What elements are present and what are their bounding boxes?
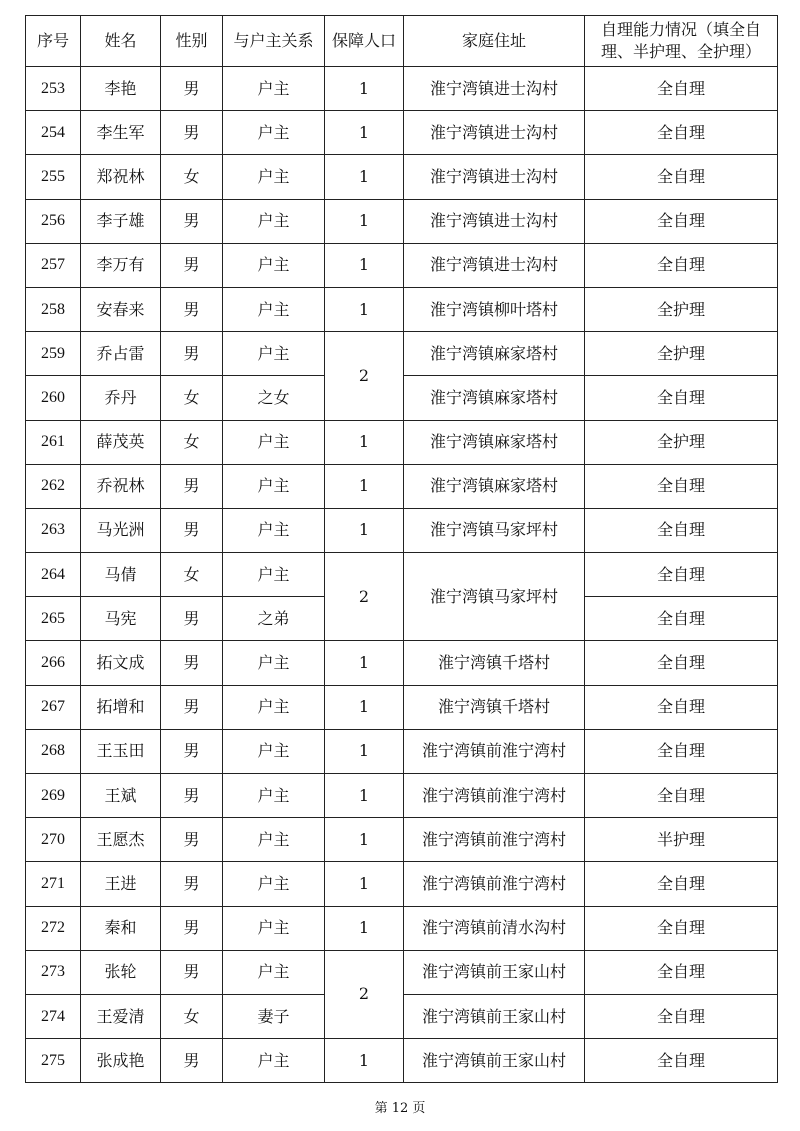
cell-gender: 男 — [161, 199, 223, 243]
cell-ability: 全护理 — [585, 420, 778, 464]
cell-population: 1 — [325, 906, 404, 950]
cell-relation: 户主 — [223, 332, 325, 376]
cell-ability: 全护理 — [585, 287, 778, 331]
cell-no: 255 — [26, 155, 81, 199]
header-ability: 自理能力情况（填全自理、半护理、全护理） — [585, 16, 778, 67]
cell-relation: 户主 — [223, 243, 325, 287]
cell-gender: 男 — [161, 332, 223, 376]
cell-population: 1 — [325, 464, 404, 508]
cell-address: 淮宁湾镇千塔村 — [404, 685, 585, 729]
cell-name: 拓文成 — [81, 641, 161, 685]
cell-name: 秦和 — [81, 906, 161, 950]
cell-no: 268 — [26, 729, 81, 773]
cell-population: 1 — [325, 729, 404, 773]
cell-address: 淮宁湾镇前淮宁湾村 — [404, 774, 585, 818]
cell-no: 259 — [26, 332, 81, 376]
table-row — [26, 155, 778, 199]
table-row — [26, 685, 778, 729]
cell-name: 郑祝林 — [81, 155, 161, 199]
cell-name: 薛茂英 — [81, 420, 161, 464]
cell-name: 王玉田 — [81, 729, 161, 773]
cell-address: 淮宁湾镇麻家塔村 — [404, 332, 585, 376]
cell-population: 1 — [325, 508, 404, 552]
cell-no: 260 — [26, 376, 81, 420]
cell-name: 张成艳 — [81, 1039, 161, 1083]
cell-gender: 男 — [161, 243, 223, 287]
cell-name: 马宪 — [81, 597, 161, 641]
cell-name: 乔占雷 — [81, 332, 161, 376]
page-number: 第 12 页 — [374, 1101, 426, 1116]
cell-relation: 户主 — [223, 950, 325, 994]
cell-relation: 户主 — [223, 508, 325, 552]
cell-address: 淮宁湾镇柳叶塔村 — [404, 287, 585, 331]
cell-no: 272 — [26, 906, 81, 950]
cell-address: 淮宁湾镇马家坪村 — [404, 508, 585, 552]
cell-address: 淮宁湾镇进士沟村 — [404, 155, 585, 199]
table-row — [26, 906, 778, 950]
cell-gender: 男 — [161, 464, 223, 508]
cell-ability: 全自理 — [585, 685, 778, 729]
cell-relation: 之女 — [223, 376, 325, 420]
cell-gender: 女 — [161, 155, 223, 199]
cell-gender: 男 — [161, 287, 223, 331]
cell-gender: 男 — [161, 685, 223, 729]
cell-ability: 全自理 — [585, 67, 778, 111]
table-row — [26, 420, 778, 464]
cell-ability: 全自理 — [585, 376, 778, 420]
cell-no: 269 — [26, 774, 81, 818]
cell-no: 270 — [26, 818, 81, 862]
cell-ability: 全自理 — [585, 906, 778, 950]
cell-address: 淮宁湾镇千塔村 — [404, 641, 585, 685]
header-row — [26, 16, 778, 67]
cell-name: 安春来 — [81, 287, 161, 331]
cell-ability: 全自理 — [585, 950, 778, 994]
cell-ability: 全自理 — [585, 508, 778, 552]
table-row — [26, 287, 778, 331]
cell-address: 淮宁湾镇进士沟村 — [404, 67, 585, 111]
cell-gender: 男 — [161, 67, 223, 111]
table-row — [26, 774, 778, 818]
table-row — [26, 862, 778, 906]
cell-relation: 户主 — [223, 641, 325, 685]
cell-name: 李艳 — [81, 67, 161, 111]
cell-relation: 之弟 — [223, 597, 325, 641]
cell-address: 淮宁湾镇麻家塔村 — [404, 420, 585, 464]
cell-gender: 男 — [161, 774, 223, 818]
table-row — [26, 464, 778, 508]
cell-ability: 全自理 — [585, 1039, 778, 1083]
cell-relation: 户主 — [223, 420, 325, 464]
cell-no: 273 — [26, 950, 81, 994]
cell-gender: 男 — [161, 1039, 223, 1083]
cell-name: 李万有 — [81, 243, 161, 287]
cell-ability: 全自理 — [585, 729, 778, 773]
cell-gender: 女 — [161, 376, 223, 420]
cell-ability: 全自理 — [585, 862, 778, 906]
cell-name: 李生军 — [81, 111, 161, 155]
cell-population: 1 — [325, 111, 404, 155]
cell-address: 淮宁湾镇前王家山村 — [404, 1039, 585, 1083]
table-row — [26, 199, 778, 243]
cell-address: 淮宁湾镇前淮宁湾村 — [404, 862, 585, 906]
cell-ability: 全自理 — [585, 199, 778, 243]
cell-relation: 户主 — [223, 774, 325, 818]
cell-ability: 全自理 — [585, 464, 778, 508]
cell-no: 274 — [26, 994, 81, 1038]
header-relation: 与户主关系 — [223, 16, 325, 67]
cell-relation: 户主 — [223, 685, 325, 729]
cell-population: 1 — [325, 287, 404, 331]
table-row — [26, 332, 778, 376]
cell-address: 淮宁湾镇进士沟村 — [404, 199, 585, 243]
cell-population: 2 — [325, 332, 404, 420]
cell-gender: 女 — [161, 994, 223, 1038]
cell-address: 淮宁湾镇马家坪村 — [404, 553, 585, 641]
cell-ability: 全自理 — [585, 774, 778, 818]
header-name: 姓名 — [81, 16, 161, 67]
cell-no: 266 — [26, 641, 81, 685]
cell-no: 271 — [26, 862, 81, 906]
cell-no: 253 — [26, 67, 81, 111]
table-row — [26, 1039, 778, 1083]
cell-relation: 户主 — [223, 111, 325, 155]
cell-name: 马倩 — [81, 553, 161, 597]
cell-gender: 男 — [161, 862, 223, 906]
cell-name: 拓增和 — [81, 685, 161, 729]
cell-ability: 全自理 — [585, 155, 778, 199]
cell-population: 1 — [325, 67, 404, 111]
cell-relation: 户主 — [223, 729, 325, 773]
cell-name: 王进 — [81, 862, 161, 906]
header-population: 保障人口 — [325, 16, 404, 67]
table-row — [26, 553, 778, 597]
household-register-table — [25, 15, 778, 1083]
cell-no: 263 — [26, 508, 81, 552]
cell-gender: 男 — [161, 950, 223, 994]
cell-gender: 女 — [161, 553, 223, 597]
table-body — [26, 67, 778, 1083]
cell-population: 2 — [325, 950, 404, 1038]
cell-relation: 户主 — [223, 287, 325, 331]
cell-relation: 户主 — [223, 906, 325, 950]
cell-gender: 男 — [161, 818, 223, 862]
cell-population: 1 — [325, 243, 404, 287]
cell-ability: 半护理 — [585, 818, 778, 862]
table-row — [26, 641, 778, 685]
cell-relation: 户主 — [223, 1039, 325, 1083]
cell-ability: 全自理 — [585, 597, 778, 641]
cell-name: 王斌 — [81, 774, 161, 818]
cell-name: 乔祝林 — [81, 464, 161, 508]
header-address: 家庭住址 — [404, 16, 585, 67]
cell-name: 张轮 — [81, 950, 161, 994]
cell-population: 1 — [325, 1039, 404, 1083]
cell-name: 王愿杰 — [81, 818, 161, 862]
cell-no: 257 — [26, 243, 81, 287]
table-row — [26, 243, 778, 287]
cell-name: 马光洲 — [81, 508, 161, 552]
cell-relation: 户主 — [223, 553, 325, 597]
cell-population: 1 — [325, 155, 404, 199]
cell-address: 淮宁湾镇前淮宁湾村 — [404, 818, 585, 862]
table-row — [26, 67, 778, 111]
cell-no: 265 — [26, 597, 81, 641]
cell-address: 淮宁湾镇麻家塔村 — [404, 464, 585, 508]
cell-population: 1 — [325, 862, 404, 906]
cell-relation: 户主 — [223, 464, 325, 508]
cell-address: 淮宁湾镇前王家山村 — [404, 994, 585, 1038]
cell-relation: 户主 — [223, 199, 325, 243]
cell-population: 1 — [325, 774, 404, 818]
cell-gender: 男 — [161, 597, 223, 641]
cell-no: 262 — [26, 464, 81, 508]
cell-address: 淮宁湾镇前淮宁湾村 — [404, 729, 585, 773]
cell-population: 2 — [325, 553, 404, 641]
cell-population: 1 — [325, 685, 404, 729]
cell-ability: 全自理 — [585, 111, 778, 155]
cell-ability: 全自理 — [585, 553, 778, 597]
table-row — [26, 111, 778, 155]
cell-population: 1 — [325, 199, 404, 243]
cell-gender: 男 — [161, 729, 223, 773]
cell-gender: 男 — [161, 508, 223, 552]
cell-population: 1 — [325, 641, 404, 685]
cell-no: 256 — [26, 199, 81, 243]
cell-address: 淮宁湾镇麻家塔村 — [404, 376, 585, 420]
cell-gender: 女 — [161, 420, 223, 464]
header-gender: 性别 — [161, 16, 223, 67]
cell-ability: 全自理 — [585, 641, 778, 685]
cell-relation: 户主 — [223, 818, 325, 862]
cell-no: 258 — [26, 287, 81, 331]
table-row — [26, 508, 778, 552]
table-row — [26, 818, 778, 862]
cell-name: 李子雄 — [81, 199, 161, 243]
cell-ability: 全自理 — [585, 243, 778, 287]
cell-address: 淮宁湾镇前王家山村 — [404, 950, 585, 994]
cell-no: 254 — [26, 111, 81, 155]
cell-gender: 男 — [161, 641, 223, 685]
cell-relation: 妻子 — [223, 994, 325, 1038]
table-row — [26, 950, 778, 994]
cell-name: 乔丹 — [81, 376, 161, 420]
table-row — [26, 729, 778, 773]
cell-no: 264 — [26, 553, 81, 597]
cell-gender: 男 — [161, 906, 223, 950]
cell-address: 淮宁湾镇前清水沟村 — [404, 906, 585, 950]
cell-relation: 户主 — [223, 67, 325, 111]
cell-no: 267 — [26, 685, 81, 729]
cell-ability: 全护理 — [585, 332, 778, 376]
cell-population: 1 — [325, 420, 404, 464]
cell-relation: 户主 — [223, 862, 325, 906]
cell-population: 1 — [325, 818, 404, 862]
cell-relation: 户主 — [223, 155, 325, 199]
cell-address: 淮宁湾镇进士沟村 — [404, 111, 585, 155]
cell-gender: 男 — [161, 111, 223, 155]
cell-name: 王爱清 — [81, 994, 161, 1038]
cell-no: 275 — [26, 1039, 81, 1083]
cell-ability: 全自理 — [585, 994, 778, 1038]
cell-no: 261 — [26, 420, 81, 464]
cell-address: 淮宁湾镇进士沟村 — [404, 243, 585, 287]
header-no: 序号 — [26, 16, 81, 67]
